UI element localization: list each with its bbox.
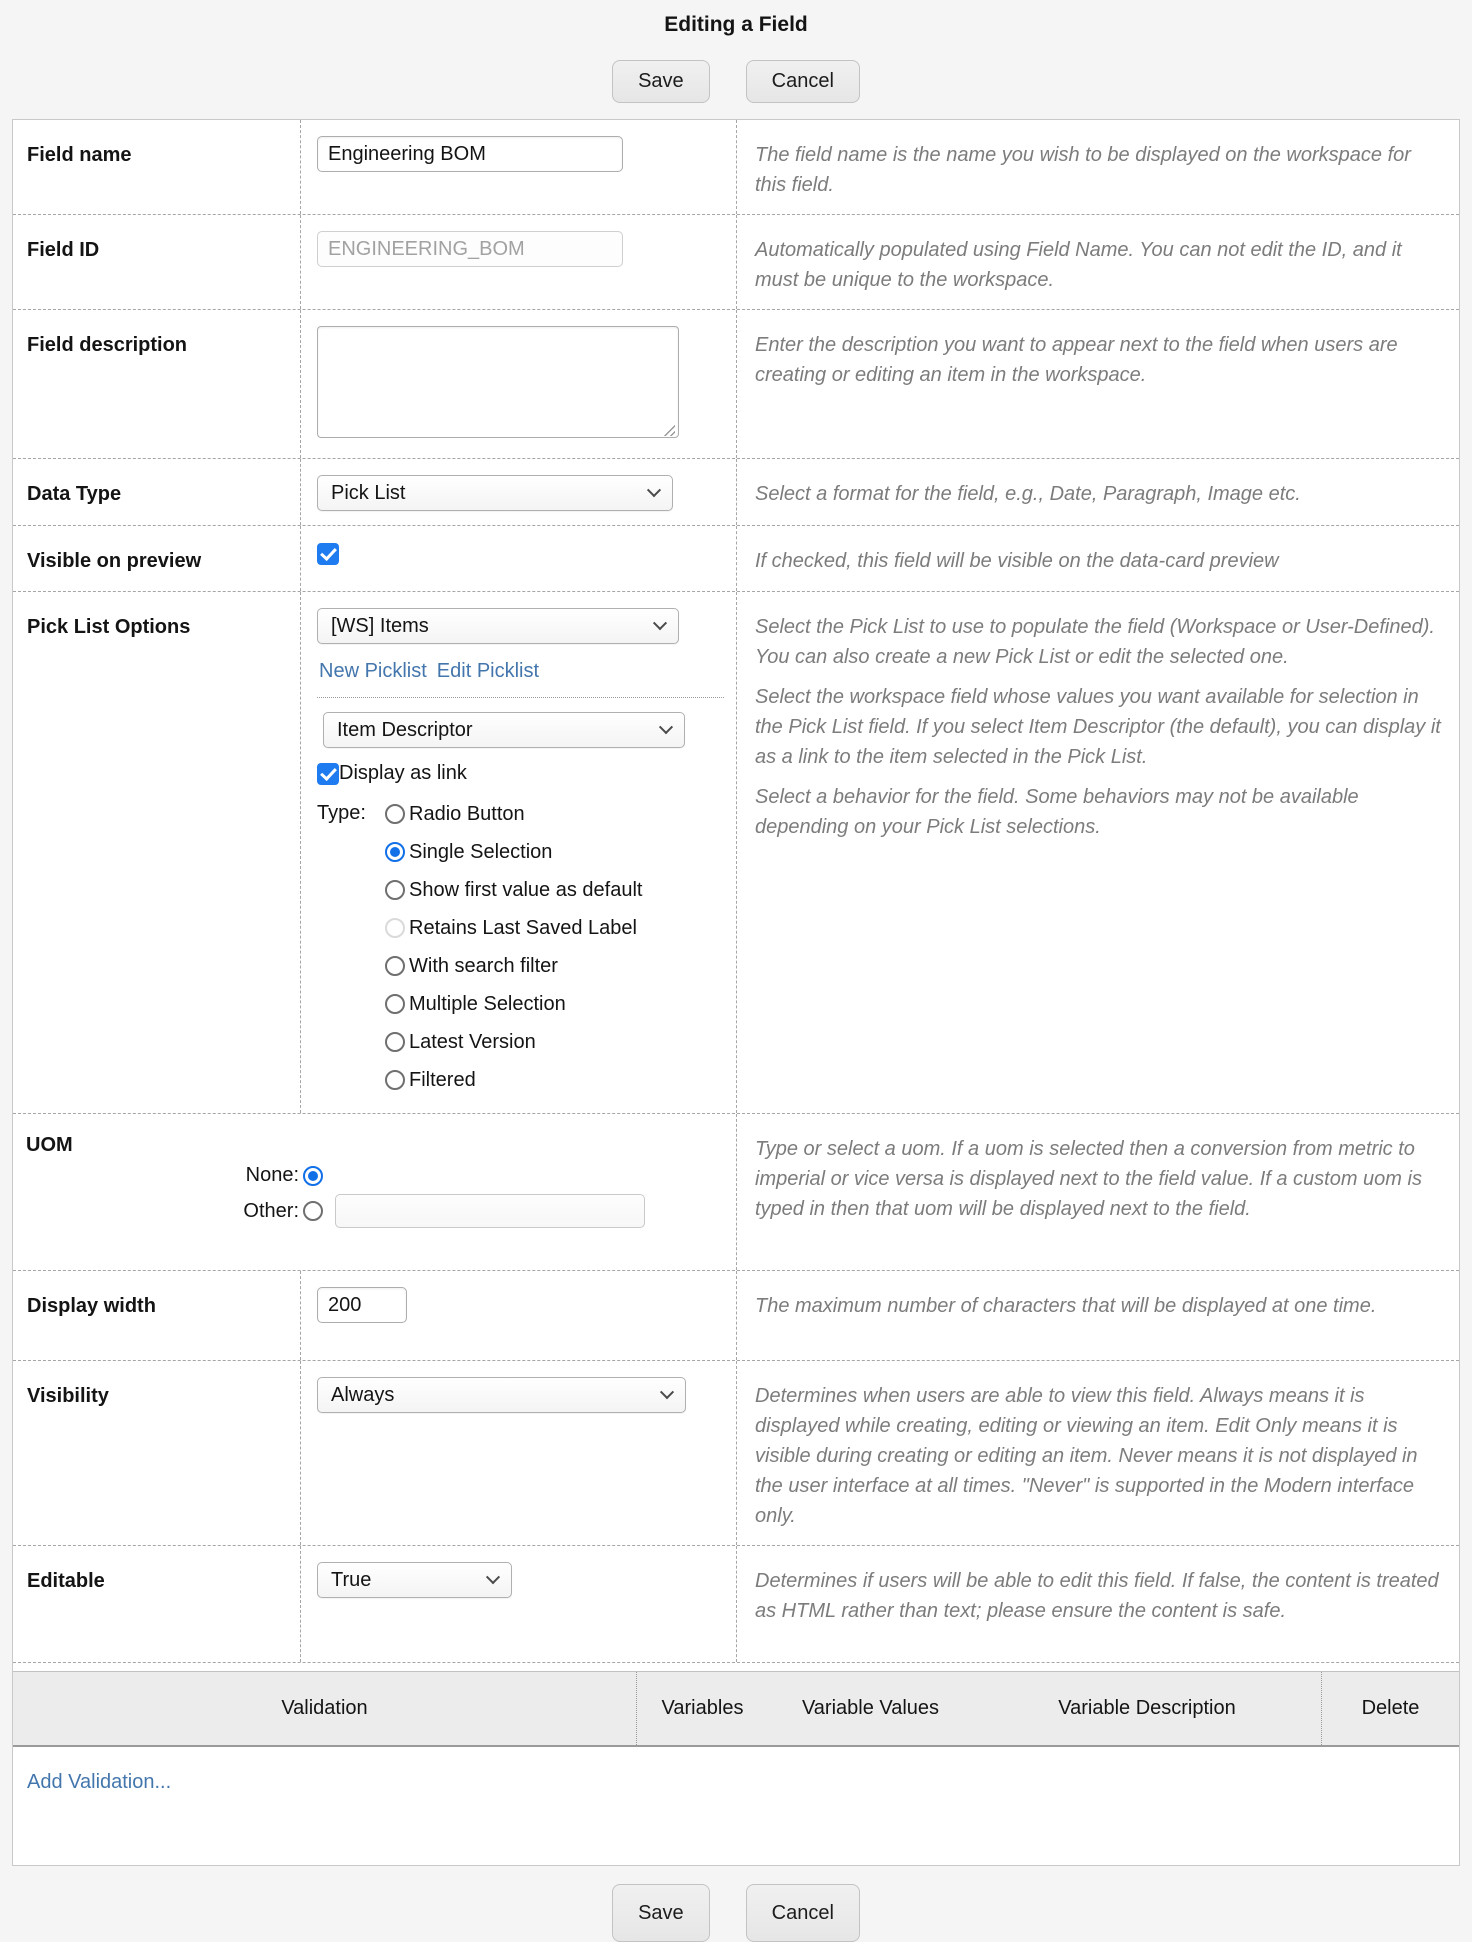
visibility-select[interactable] [317, 1377, 686, 1413]
field-name-input[interactable] [317, 136, 623, 172]
data-type-label: Data Type [27, 483, 122, 505]
radio-option-radio-button[interactable]: Radio Button [385, 795, 724, 833]
form-container [12, 119, 1460, 1866]
radio-option-with-search-filter[interactable]: With search filter [385, 947, 724, 985]
chevron-down-icon [660, 1385, 674, 1399]
uom-other-radio[interactable] [303, 1201, 323, 1221]
cancel-button[interactable]: Cancel [746, 60, 860, 103]
display-as-link-label: Display as link [339, 762, 467, 784]
bottom-button-row [0, 1866, 1472, 1942]
visible-on-preview-label: Visible on preview [27, 550, 202, 572]
display-width-input[interactable] [317, 1287, 407, 1323]
row-editable [13, 1546, 1459, 1663]
data-type-selected-value: Pick List [331, 481, 406, 504]
column-header-delete: Delete [1321, 1672, 1459, 1745]
row-display-width [13, 1271, 1459, 1361]
column-header-variable-description: Variable Description [1058, 1697, 1236, 1719]
picklist-select[interactable] [317, 608, 679, 644]
row-visible-on-preview [13, 526, 1459, 592]
row-uom [13, 1114, 1459, 1271]
editable-description: Determines if users will be able to edit this field. If false, the content is treated as HTML rather than text; please ensure the content is safe. [736, 1546, 1459, 1662]
radio-option-show-first-value[interactable]: Show first value as default [385, 871, 724, 909]
picklist-field-selected-value: Item Descriptor [337, 718, 473, 741]
row-field-description [13, 310, 1459, 459]
radio-option-multiple-selection[interactable]: Multiple Selection [385, 985, 724, 1023]
chevron-down-icon [486, 1570, 500, 1584]
save-button[interactable]: Save [612, 60, 710, 103]
radio-option-filtered[interactable]: Filtered [385, 1061, 724, 1099]
display-as-link-checkbox[interactable] [317, 763, 339, 785]
field-id-input [317, 231, 623, 267]
textarea-resize-handle[interactable] [317, 326, 679, 444]
pick-list-description-3: Select a behavior for the field. Some behaviors may not be available depending on your Pick List selections. [755, 786, 1359, 838]
picklist-field-select[interactable] [323, 712, 685, 748]
radio-disabled-icon [385, 918, 405, 938]
radio-icon[interactable] [385, 956, 405, 976]
radio-icon[interactable] [385, 1032, 405, 1052]
display-width-description: The maximum number of characters that will be displayed at one time. [736, 1271, 1459, 1360]
type-label: Type: [317, 802, 366, 824]
row-pick-list-options [13, 592, 1459, 1114]
edit-picklist-link[interactable]: Edit Picklist [436, 660, 540, 682]
field-description-description: Enter the description you want to appear next to the field when users are creating or editing an item in the workspace. [736, 310, 1459, 458]
cancel-button-bottom[interactable]: Cancel [746, 1884, 860, 1942]
form-header [0, 0, 1472, 119]
uom-other-label: Other: [243, 1199, 299, 1222]
field-name-label: Field name [27, 144, 132, 166]
editable-selected-value: True [331, 1568, 372, 1591]
field-description-label: Field description [27, 334, 188, 356]
column-header-validation: Validation [281, 1697, 368, 1719]
data-type-description: Select a format for the field, e.g., Date, Paragraph, Image etc. [736, 459, 1459, 525]
row-field-name [13, 120, 1459, 215]
pick-list-description-2: Select the workspace field whose values you want available for selection in the Pick List field. If you select Item Descriptor (the default), you can display it as a link to the item selected in the Pick List. [755, 686, 1441, 768]
pick-list-description-1: Select the Pick List to use to populate the field (Workspace or User-Defined). You can also create a new Pick List or edit the selected one. [755, 616, 1435, 668]
chevron-down-icon [647, 483, 661, 497]
top-button-row [0, 60, 1472, 103]
pick-list-description [736, 592, 1459, 1113]
chevron-down-icon [659, 720, 673, 734]
row-visibility [13, 1361, 1459, 1546]
uom-none-radio[interactable] [303, 1166, 323, 1186]
data-type-select[interactable] [317, 475, 673, 511]
column-header-variables: Variables [636, 1672, 768, 1745]
field-id-description: Automatically populated using Field Name. You can not edit the ID, and it must be unique to the workspace. [736, 215, 1459, 309]
radio-checked-icon[interactable] [385, 842, 405, 862]
radio-option-retains-last-saved-label: Retains Last Saved Label [385, 909, 724, 947]
validation-gap [13, 1663, 1459, 1671]
uom-other-input[interactable] [335, 1194, 645, 1228]
save-button-bottom[interactable]: Save [612, 1884, 710, 1942]
visibility-selected-value: Always [331, 1383, 395, 1406]
field-id-label: Field ID [27, 239, 100, 261]
radio-icon[interactable] [385, 804, 405, 824]
radio-icon[interactable] [385, 994, 405, 1014]
field-name-description: The field name is the name you wish to be displayed on the workspace for this field. [736, 120, 1459, 214]
visible-on-preview-description: If checked, this field will be visible on the data-card preview [736, 526, 1459, 591]
row-data-type [13, 459, 1459, 526]
radio-icon[interactable] [385, 1070, 405, 1090]
add-validation-link[interactable]: Add Validation... [27, 1771, 172, 1793]
field-description-textarea[interactable] [317, 326, 679, 438]
editable-select[interactable] [317, 1562, 512, 1598]
editable-label: Editable [27, 1570, 105, 1592]
column-header-variable-values: Variable Values [801, 1697, 940, 1719]
uom-label: UOM [26, 1134, 73, 1156]
radio-option-latest-version[interactable]: Latest Version [385, 1023, 724, 1061]
chevron-down-icon [653, 616, 667, 630]
type-radio-group [385, 795, 724, 1099]
validation-table-body [13, 1747, 1459, 1865]
pick-list-options-label: Pick List Options [27, 616, 191, 638]
page-title: Editing a Field [664, 13, 808, 36]
row-field-id [13, 215, 1459, 310]
visible-on-preview-checkbox[interactable] [317, 543, 339, 565]
visibility-label: Visibility [27, 1385, 109, 1407]
validation-table-header [13, 1671, 1459, 1747]
picklist-selected-value: [WS] Items [331, 614, 429, 637]
picklist-separator [317, 697, 724, 698]
display-width-label: Display width [27, 1295, 156, 1317]
uom-description: Type or select a uom. If a uom is selected then a conversion from metric to imperial or vice versa is displayed next to the field value. If a custom uom is typed in then that uom will be displayed next to the field. [736, 1114, 1459, 1270]
radio-option-single-selection[interactable]: Single Selection [385, 833, 724, 871]
visibility-description: Determines when users are able to view this field. Always means it is displayed while creating, editing or viewing an item. Edit Only means it is visible during creating or editing an item. Never means it is not displayed in the user interface at all times. "Never" is supported in the Modern interface only. [736, 1361, 1459, 1545]
uom-none-label: None: [245, 1164, 299, 1186]
radio-icon[interactable] [385, 880, 405, 900]
new-picklist-link[interactable]: New Picklist [319, 660, 427, 682]
